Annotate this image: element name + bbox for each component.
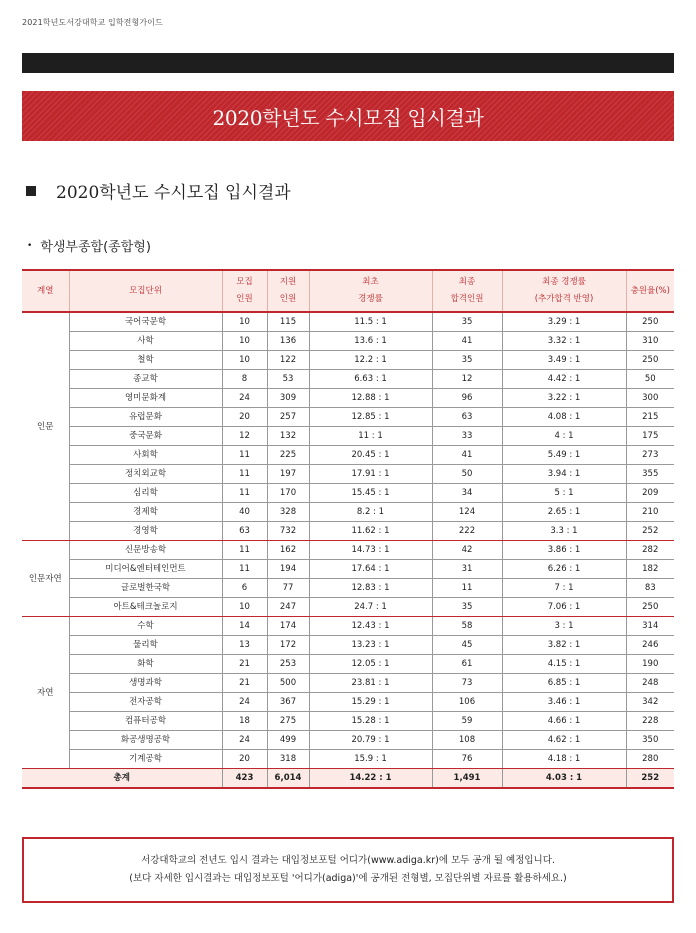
top-black-bar	[22, 53, 674, 73]
fill-rate-cell: 190	[626, 655, 674, 674]
table-row	[22, 731, 674, 750]
applicants-cell: 162	[267, 541, 309, 560]
total-applicants: 6,014	[267, 769, 309, 789]
header-admitted: 최종 합격인원	[432, 270, 502, 312]
admitted-cell: 12	[432, 370, 502, 389]
total-label: 총계	[22, 769, 222, 789]
admitted-cell: 61	[432, 655, 502, 674]
unit-cell: 사회학	[69, 446, 222, 465]
results-table	[22, 269, 674, 789]
fill-rate-cell: 282	[626, 541, 674, 560]
header-final-ratio: 최종 경쟁률 (추가합격 반영)	[502, 270, 626, 312]
quota-cell: 8	[222, 370, 267, 389]
quota-cell: 6	[222, 579, 267, 598]
quota-cell: 10	[222, 332, 267, 351]
unit-cell: 전자공학	[69, 693, 222, 712]
admitted-cell: 59	[432, 712, 502, 731]
fill-rate-cell: 209	[626, 484, 674, 503]
quota-cell: 20	[222, 750, 267, 769]
table-row	[22, 408, 674, 427]
quota-cell: 14	[222, 617, 267, 636]
final-ratio-cell: 3.32 : 1	[502, 332, 626, 351]
admitted-cell: 35	[432, 351, 502, 370]
unit-cell: 국어국문학	[69, 312, 222, 332]
unit-cell: 생명과학	[69, 674, 222, 693]
initial-ratio-cell: 11.5 : 1	[309, 312, 432, 332]
table-header-row	[22, 270, 674, 312]
applicants-cell: 275	[267, 712, 309, 731]
banner-title: 2020학년도 수시모집 입시결과	[212, 105, 484, 130]
unit-cell: 화학	[69, 655, 222, 674]
table-row	[22, 598, 674, 617]
total-fill-rate: 252	[626, 769, 674, 789]
final-ratio-cell: 3 : 1	[502, 617, 626, 636]
admitted-cell: 31	[432, 560, 502, 579]
unit-cell: 심리학	[69, 484, 222, 503]
fill-rate-cell: 182	[626, 560, 674, 579]
final-ratio-cell: 3.22 : 1	[502, 389, 626, 408]
header-unit: 모집단위	[69, 270, 222, 312]
applicants-cell: 170	[267, 484, 309, 503]
table-row	[22, 750, 674, 769]
applicants-cell: 136	[267, 332, 309, 351]
quota-cell: 13	[222, 636, 267, 655]
admitted-cell: 124	[432, 503, 502, 522]
fill-rate-cell: 250	[626, 312, 674, 332]
unit-cell: 화공생명공학	[69, 731, 222, 750]
unit-cell: 정치외교학	[69, 465, 222, 484]
initial-ratio-cell: 15.9 : 1	[309, 750, 432, 769]
unit-cell: 중국문화	[69, 427, 222, 446]
fill-rate-cell: 83	[626, 579, 674, 598]
notice-box	[22, 837, 674, 903]
admitted-cell: 50	[432, 465, 502, 484]
initial-ratio-cell: 15.45 : 1	[309, 484, 432, 503]
fill-rate-cell: 314	[626, 617, 674, 636]
table-row	[22, 655, 674, 674]
fill-rate-cell: 175	[626, 427, 674, 446]
fill-rate-cell: 350	[626, 731, 674, 750]
admitted-cell: 76	[432, 750, 502, 769]
fill-rate-cell: 215	[626, 408, 674, 427]
applicants-cell: 328	[267, 503, 309, 522]
fill-rate-cell: 248	[626, 674, 674, 693]
total-final-ratio: 4.03 : 1	[502, 769, 626, 789]
category-cell: 인문자연	[22, 541, 69, 617]
table-row	[22, 541, 674, 560]
category-cell: 인문	[22, 312, 69, 541]
fill-rate-cell: 250	[626, 351, 674, 370]
unit-cell: 기계공학	[69, 750, 222, 769]
applicants-cell: 174	[267, 617, 309, 636]
quota-cell: 10	[222, 312, 267, 332]
initial-ratio-cell: 15.28 : 1	[309, 712, 432, 731]
total-row	[22, 769, 674, 789]
fill-rate-cell: 228	[626, 712, 674, 731]
initial-ratio-cell: 20.79 : 1	[309, 731, 432, 750]
fill-rate-cell: 273	[626, 446, 674, 465]
admitted-cell: 108	[432, 731, 502, 750]
table-body	[22, 312, 674, 788]
initial-ratio-cell: 23.81 : 1	[309, 674, 432, 693]
admitted-cell: 42	[432, 541, 502, 560]
admitted-cell: 34	[432, 484, 502, 503]
fill-rate-cell: 210	[626, 503, 674, 522]
table-row	[22, 560, 674, 579]
initial-ratio-cell: 11 : 1	[309, 427, 432, 446]
table-row	[22, 712, 674, 731]
final-ratio-cell: 3.3 : 1	[502, 522, 626, 541]
fill-rate-cell: 300	[626, 389, 674, 408]
final-ratio-cell: 3.46 : 1	[502, 693, 626, 712]
fill-rate-cell: 252	[626, 522, 674, 541]
final-ratio-cell: 2.65 : 1	[502, 503, 626, 522]
fill-rate-cell: 246	[626, 636, 674, 655]
unit-cell: 경영학	[69, 522, 222, 541]
quota-cell: 10	[222, 598, 267, 617]
final-ratio-cell: 3.94 : 1	[502, 465, 626, 484]
applicants-cell: 257	[267, 408, 309, 427]
table-row	[22, 446, 674, 465]
quota-cell: 21	[222, 655, 267, 674]
table-row	[22, 312, 674, 332]
admitted-cell: 45	[432, 636, 502, 655]
applicants-cell: 318	[267, 750, 309, 769]
total-initial-ratio: 14.22 : 1	[309, 769, 432, 789]
initial-ratio-cell: 11.62 : 1	[309, 522, 432, 541]
final-ratio-cell: 6.85 : 1	[502, 674, 626, 693]
applicants-cell: 132	[267, 427, 309, 446]
applicants-cell: 53	[267, 370, 309, 389]
header-quota: 모집 인원	[222, 270, 267, 312]
applicants-cell: 172	[267, 636, 309, 655]
quota-cell: 18	[222, 712, 267, 731]
notice-line-1: 서강대학교의 전년도 입시 결과는 대입정보포털 어디가(www.adiga.kr)에 모두 공개 될 예정입니다.	[141, 855, 555, 866]
applicants-cell: 197	[267, 465, 309, 484]
total-quota: 423	[222, 769, 267, 789]
final-ratio-cell: 4.08 : 1	[502, 408, 626, 427]
final-ratio-cell: 4 : 1	[502, 427, 626, 446]
square-bullet-icon	[26, 186, 36, 196]
final-ratio-cell: 5 : 1	[502, 484, 626, 503]
table-row	[22, 617, 674, 636]
header-fill-rate: 충원율(%)	[626, 270, 674, 312]
final-ratio-cell: 3.29 : 1	[502, 312, 626, 332]
final-ratio-cell: 7 : 1	[502, 579, 626, 598]
initial-ratio-cell: 12.83 : 1	[309, 579, 432, 598]
quota-cell: 11	[222, 560, 267, 579]
applicants-cell: 309	[267, 389, 309, 408]
unit-cell: 신문방송학	[69, 541, 222, 560]
admitted-cell: 106	[432, 693, 502, 712]
table-row	[22, 693, 674, 712]
table-row	[22, 332, 674, 351]
table-row	[22, 389, 674, 408]
final-ratio-cell: 7.06 : 1	[502, 598, 626, 617]
initial-ratio-cell: 12.85 : 1	[309, 408, 432, 427]
unit-cell: 글로벌한국학	[69, 579, 222, 598]
unit-cell: 컴퓨터공학	[69, 712, 222, 731]
unit-cell: 아트&테크놀로지	[69, 598, 222, 617]
initial-ratio-cell: 12.88 : 1	[309, 389, 432, 408]
subsection-title: 학생부종합(종합형)	[40, 240, 151, 255]
applicants-cell: 247	[267, 598, 309, 617]
initial-ratio-cell: 24.7 : 1	[309, 598, 432, 617]
quota-cell: 24	[222, 389, 267, 408]
applicants-cell: 122	[267, 351, 309, 370]
title-banner	[22, 91, 674, 141]
final-ratio-cell: 4.62 : 1	[502, 731, 626, 750]
quota-cell: 63	[222, 522, 267, 541]
unit-cell: 사학	[69, 332, 222, 351]
initial-ratio-cell: 15.29 : 1	[309, 693, 432, 712]
subsection-heading	[27, 236, 151, 255]
category-cell: 자연	[22, 617, 69, 769]
initial-ratio-cell: 20.45 : 1	[309, 446, 432, 465]
fill-rate-cell: 310	[626, 332, 674, 351]
initial-ratio-cell: 6.63 : 1	[309, 370, 432, 389]
initial-ratio-cell: 14.73 : 1	[309, 541, 432, 560]
fill-rate-cell: 342	[626, 693, 674, 712]
quota-cell: 11	[222, 541, 267, 560]
unit-cell: 물리학	[69, 636, 222, 655]
admitted-cell: 96	[432, 389, 502, 408]
header-applicants: 지원 인원	[267, 270, 309, 312]
quota-cell: 10	[222, 351, 267, 370]
fill-rate-cell: 250	[626, 598, 674, 617]
initial-ratio-cell: 17.64 : 1	[309, 560, 432, 579]
quota-cell: 11	[222, 484, 267, 503]
quota-cell: 12	[222, 427, 267, 446]
applicants-cell: 225	[267, 446, 309, 465]
table-row	[22, 636, 674, 655]
quota-cell: 40	[222, 503, 267, 522]
final-ratio-cell: 4.66 : 1	[502, 712, 626, 731]
unit-cell: 영미문화계	[69, 389, 222, 408]
initial-ratio-cell: 8.2 : 1	[309, 503, 432, 522]
final-ratio-cell: 5.49 : 1	[502, 446, 626, 465]
fill-rate-cell: 355	[626, 465, 674, 484]
quota-cell: 20	[222, 408, 267, 427]
document-header-label: 2021학년도서강대학교 입학전형가이드	[22, 18, 163, 27]
final-ratio-cell: 3.49 : 1	[502, 351, 626, 370]
total-admitted: 1,491	[432, 769, 502, 789]
admitted-cell: 41	[432, 332, 502, 351]
unit-cell: 철학	[69, 351, 222, 370]
fill-rate-cell: 50	[626, 370, 674, 389]
final-ratio-cell: 4.42 : 1	[502, 370, 626, 389]
quota-cell: 11	[222, 465, 267, 484]
table-row	[22, 579, 674, 598]
unit-cell: 미디어&엔터테인먼트	[69, 560, 222, 579]
table-row	[22, 484, 674, 503]
unit-cell: 경제학	[69, 503, 222, 522]
applicants-cell: 500	[267, 674, 309, 693]
quota-cell: 24	[222, 693, 267, 712]
quota-cell: 24	[222, 731, 267, 750]
final-ratio-cell: 4.18 : 1	[502, 750, 626, 769]
applicants-cell: 499	[267, 731, 309, 750]
initial-ratio-cell: 12.05 : 1	[309, 655, 432, 674]
applicants-cell: 194	[267, 560, 309, 579]
notice-line-2: (보다 자세한 입시결과는 대입정보포털 '어디가(adiga)'에 공개된 전형별, 모집단위별 자료를 활용하세요.)	[129, 873, 567, 884]
admitted-cell: 222	[432, 522, 502, 541]
final-ratio-cell: 4.15 : 1	[502, 655, 626, 674]
applicants-cell: 253	[267, 655, 309, 674]
fill-rate-cell: 280	[626, 750, 674, 769]
initial-ratio-cell: 12.43 : 1	[309, 617, 432, 636]
table-row	[22, 674, 674, 693]
header-initial-ratio: 최초 경쟁률	[309, 270, 432, 312]
applicants-cell: 77	[267, 579, 309, 598]
table-row	[22, 427, 674, 446]
section-title: 2020학년도 수시모집 입시결과	[56, 183, 291, 203]
admitted-cell: 58	[432, 617, 502, 636]
applicants-cell: 367	[267, 693, 309, 712]
admitted-cell: 63	[432, 408, 502, 427]
final-ratio-cell: 3.82 : 1	[502, 636, 626, 655]
admitted-cell: 33	[432, 427, 502, 446]
initial-ratio-cell: 13.6 : 1	[309, 332, 432, 351]
admitted-cell: 73	[432, 674, 502, 693]
initial-ratio-cell: 12.2 : 1	[309, 351, 432, 370]
final-ratio-cell: 3.86 : 1	[502, 541, 626, 560]
admitted-cell: 41	[432, 446, 502, 465]
table-row	[22, 522, 674, 541]
admitted-cell: 35	[432, 598, 502, 617]
unit-cell: 종교학	[69, 370, 222, 389]
table-row	[22, 465, 674, 484]
admitted-cell: 35	[432, 312, 502, 332]
applicants-cell: 732	[267, 522, 309, 541]
header-category: 계열	[22, 270, 69, 312]
initial-ratio-cell: 17.91 : 1	[309, 465, 432, 484]
table-row	[22, 503, 674, 522]
final-ratio-cell: 6.26 : 1	[502, 560, 626, 579]
unit-cell: 수학	[69, 617, 222, 636]
section-heading	[26, 178, 291, 203]
admitted-cell: 11	[432, 579, 502, 598]
dot-bullet-icon: •	[27, 240, 33, 251]
applicants-cell: 115	[267, 312, 309, 332]
unit-cell: 유럽문화	[69, 408, 222, 427]
quota-cell: 11	[222, 446, 267, 465]
initial-ratio-cell: 13.23 : 1	[309, 636, 432, 655]
table-row	[22, 351, 674, 370]
quota-cell: 21	[222, 674, 267, 693]
table-row	[22, 370, 674, 389]
